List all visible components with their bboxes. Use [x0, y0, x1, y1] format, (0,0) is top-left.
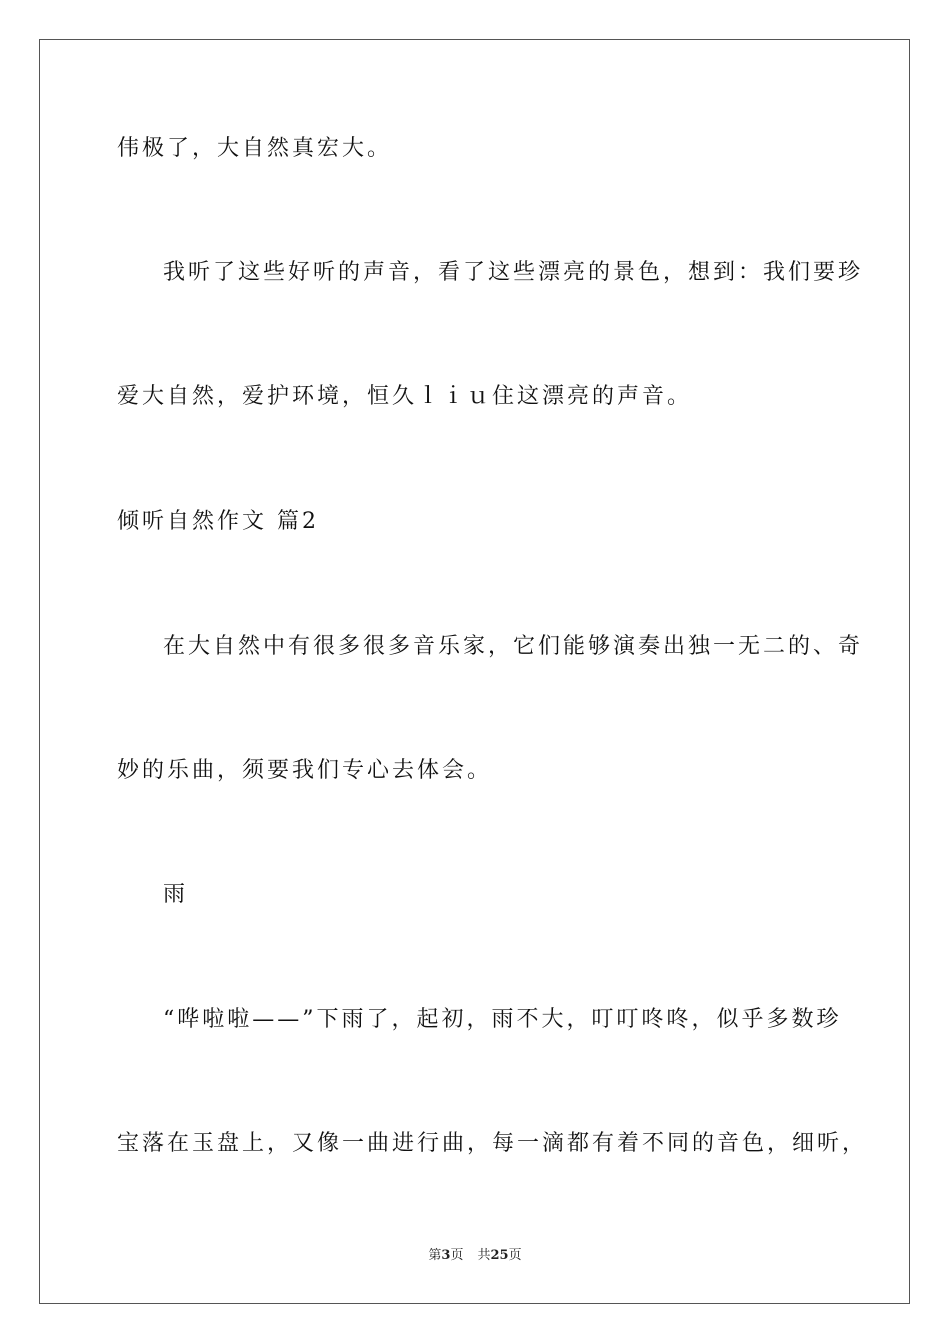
body-text-line: 爱大自然，爱护环境，恒久ｌｉｕ住这漂亮的声音。	[117, 384, 693, 409]
body-text-line: “哗啦啦——”下雨了，起初，雨不大，叮叮咚咚，似乎多数珍	[163, 1007, 842, 1032]
page-number: 3	[441, 1248, 451, 1263]
body-text-line: 伟极了，大自然真宏大。	[117, 136, 393, 161]
section-heading: 倾听自然作文 篇2	[117, 509, 319, 534]
page-footer	[0, 1247, 950, 1265]
page-border	[39, 39, 910, 1304]
subheading: 雨	[163, 882, 189, 907]
body-text-line: 在大自然中有很多很多音乐家，它们能够演奏出独一无二的、奇	[163, 634, 864, 659]
page-prefix: 第	[428, 1248, 442, 1263]
page-suffix: 页	[450, 1248, 464, 1263]
total-pages: 25	[490, 1248, 509, 1263]
total-prefix: 共	[477, 1248, 491, 1263]
total-suffix: 页	[508, 1248, 522, 1263]
body-text-line: 宝落在玉盘上，又像一曲进行曲，每一滴都有着不同的音色，细听，	[117, 1131, 868, 1156]
body-text-line: 妙的乐曲，须要我们专心去体会。	[117, 758, 493, 783]
body-text-line: 我听了这些好听的声音，看了这些漂亮的景色，想到：我们要珍	[163, 260, 864, 285]
